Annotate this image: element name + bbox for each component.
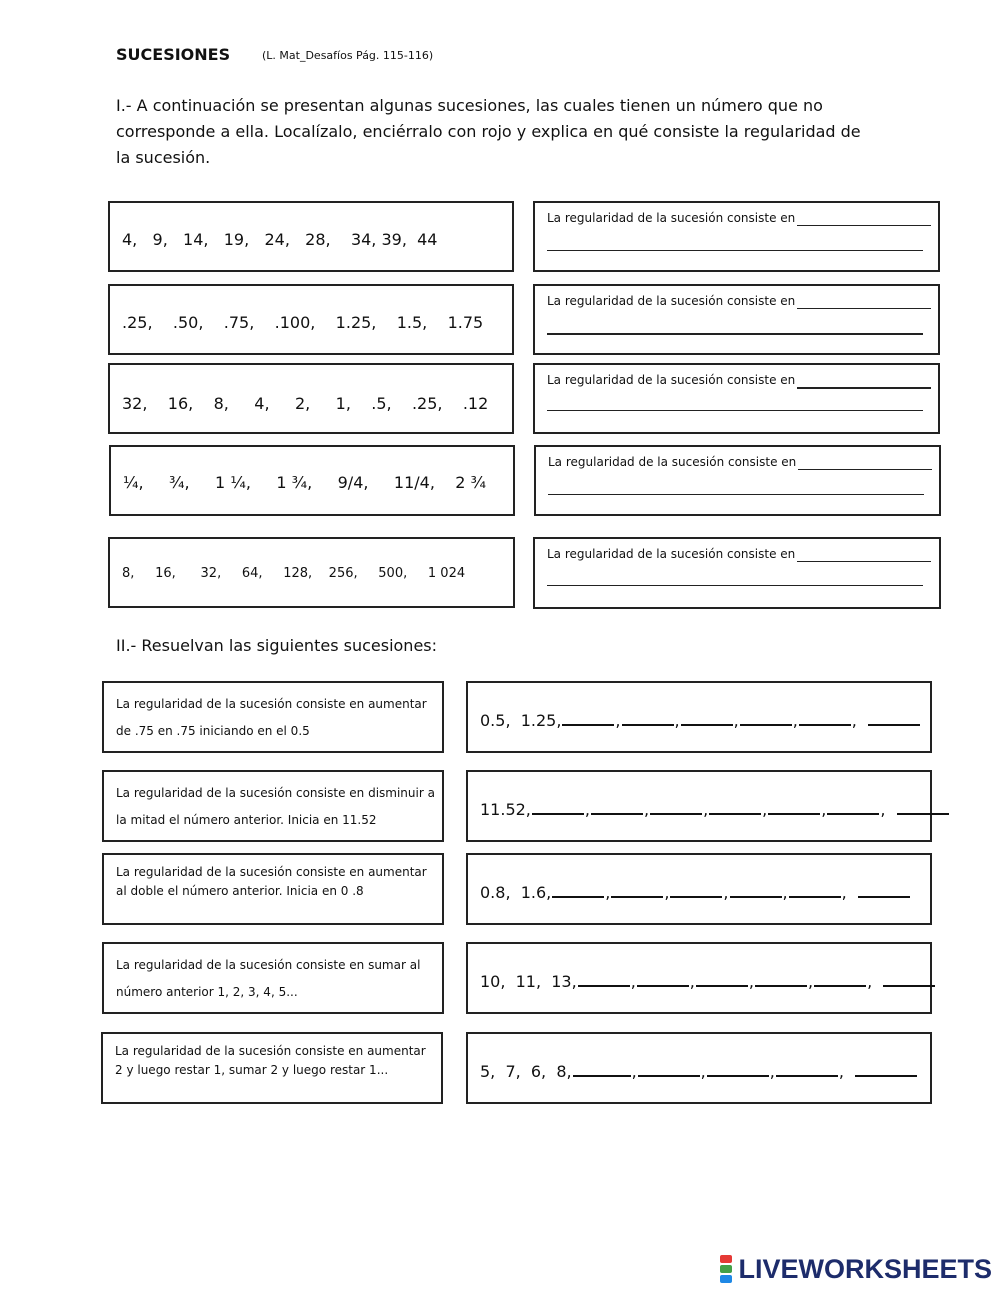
sequence-start: 0.8, 1.6,: [480, 883, 552, 902]
answer-line[interactable]: [548, 494, 924, 495]
sequence-start: 11.52,: [480, 800, 531, 819]
regularity-label: La regularidad de la sucesión consiste en: [547, 294, 796, 308]
logo-icon: [720, 1254, 732, 1284]
answer-blank[interactable]: [707, 1074, 769, 1077]
answer-box: [466, 770, 932, 842]
description-text: La regularidad de la sucesión consiste en disminuir a la mitad el número anterior. Inicia en 11.52: [116, 786, 435, 827]
answer-blank[interactable]: [776, 1074, 838, 1077]
regularity-label: La regularidad de la sucesión consiste en: [547, 211, 796, 225]
answer-blank[interactable]: [868, 723, 920, 726]
sequence-box[interactable]: [108, 363, 514, 434]
sequence-start: 0.5, 1.25,: [480, 711, 562, 730]
answer-blank[interactable]: [814, 984, 866, 987]
answer-line[interactable]: [547, 585, 923, 586]
answer-line[interactable]: [547, 410, 923, 411]
instructions-part-1: I.- A continuación se presentan algunas sucesiones, las cuales tienen un número que no corresponde a ella. Localízalo, enciérralo con rojo y explica en qué consiste la regularidad de la sucesión.: [116, 96, 861, 167]
answer-row: 0.8, 1.6, , , , , ,: [480, 883, 911, 902]
description-box: [102, 770, 444, 842]
description-box: [102, 681, 444, 753]
description-text: La regularidad de la sucesión consiste en aumentar 2 y luego restar 1, sumar 2 y luego restar 1...: [115, 1044, 426, 1077]
answer-blank[interactable]: [562, 723, 614, 726]
sequence-box[interactable]: [109, 445, 515, 516]
sequence-start: 5, 7, 6, 8,: [480, 1062, 572, 1081]
regularity-label: La regularidad de la sucesión consiste en: [547, 373, 796, 387]
answer-blank[interactable]: [638, 1074, 700, 1077]
answer-blank[interactable]: [552, 895, 604, 898]
answer-box: [466, 1032, 932, 1104]
section-heading-part-2: II.- Resuelvan las siguientes sucesiones:: [116, 636, 438, 655]
answer-row: 0.5, 1.25, , , , , ,: [480, 711, 921, 730]
answer-blank[interactable]: [827, 812, 879, 815]
answer-blank[interactable]: [681, 723, 733, 726]
answer-box: [466, 942, 932, 1014]
answer-blank[interactable]: [755, 984, 807, 987]
sequence-text: 4, 9, 14, 19, 24, 28, 34, 39, 44: [122, 230, 438, 249]
logo-text: LIVEWORKSHEETS: [738, 1253, 992, 1284]
regularity-box: [533, 201, 940, 272]
book-reference: (L. Mat_Desafíos Pág. 115-116): [262, 49, 434, 62]
answer-blank[interactable]: [578, 984, 630, 987]
sequence-text: .25, .50, .75, .100, 1.25, 1.5, 1.75: [122, 313, 484, 332]
answer-blank[interactable]: [709, 812, 761, 815]
answer-blank[interactable]: [637, 984, 689, 987]
description-text: La regularidad de la sucesión consiste en aumentar al doble el número anterior. Inicia en 0 .8: [116, 865, 427, 898]
description-text: La regularidad de la sucesión consiste en aumentar de .75 en .75 iniciando en el 0.5: [116, 697, 427, 738]
sequence-box[interactable]: [108, 537, 515, 608]
sequence-start: 10, 11, 13,: [480, 972, 577, 991]
answer-row: 11.52, , , , , , ,: [480, 800, 950, 819]
answer-blank[interactable]: [799, 723, 851, 726]
answer-box: [466, 681, 932, 753]
regularity-box: [533, 363, 940, 434]
sequence-text: 8, 16, 32, 64, 128, 256, 500, 1 024: [122, 566, 466, 581]
page-title: SUCESIONES: [116, 45, 231, 64]
answer-blank[interactable]: [858, 895, 910, 898]
answer-line[interactable]: [798, 469, 932, 470]
regularity-box: [534, 445, 941, 516]
answer-blank[interactable]: [670, 895, 722, 898]
answer-blank[interactable]: [855, 1074, 917, 1077]
answer-row: 5, 7, 6, 8, , , , ,: [480, 1062, 918, 1081]
sequence-box[interactable]: [108, 201, 514, 272]
sequence-box[interactable]: [108, 284, 514, 355]
answer-blank[interactable]: [650, 812, 702, 815]
description-text: La regularidad de la sucesión consiste en sumar al número anterior 1, 2, 3, 4, 5...: [116, 958, 421, 999]
regularity-label: La regularidad de la sucesión consiste en: [547, 547, 796, 561]
liveworksheets-logo[interactable]: [720, 1254, 992, 1284]
regularity-label: La regularidad de la sucesión consiste en: [548, 455, 797, 469]
description-box: [101, 1032, 443, 1104]
answer-blank[interactable]: [730, 895, 782, 898]
answer-blank[interactable]: [883, 984, 935, 987]
regularity-box: [533, 284, 940, 355]
answer-blank[interactable]: [532, 812, 584, 815]
answer-blank[interactable]: [897, 812, 949, 815]
answer-line[interactable]: [797, 308, 931, 309]
regularity-box: [533, 537, 941, 609]
sequence-text: 32, 16, 8, 4, 2, 1, .5, .25, .12: [122, 394, 489, 413]
answer-line[interactable]: [547, 250, 923, 251]
answer-line[interactable]: [797, 561, 931, 562]
answer-line[interactable]: [797, 387, 931, 389]
answer-blank[interactable]: [591, 812, 643, 815]
description-box: [102, 853, 444, 925]
answer-blank[interactable]: [622, 723, 674, 726]
answer-blank[interactable]: [573, 1074, 631, 1077]
description-box: [102, 942, 444, 1014]
answer-blank[interactable]: [768, 812, 820, 815]
answer-blank[interactable]: [696, 984, 748, 987]
answer-blank[interactable]: [789, 895, 841, 898]
answer-line[interactable]: [547, 333, 923, 335]
answer-blank[interactable]: [740, 723, 792, 726]
answer-blank[interactable]: [611, 895, 663, 898]
answer-row: 10, 11, 13, , , , , ,: [480, 972, 936, 991]
sequence-text: ¼, ¾, 1 ¼, 1 ¾, 9/4, 11/4, 2 ¾: [123, 473, 487, 492]
answer-line[interactable]: [797, 225, 931, 226]
answer-box: [466, 853, 932, 925]
